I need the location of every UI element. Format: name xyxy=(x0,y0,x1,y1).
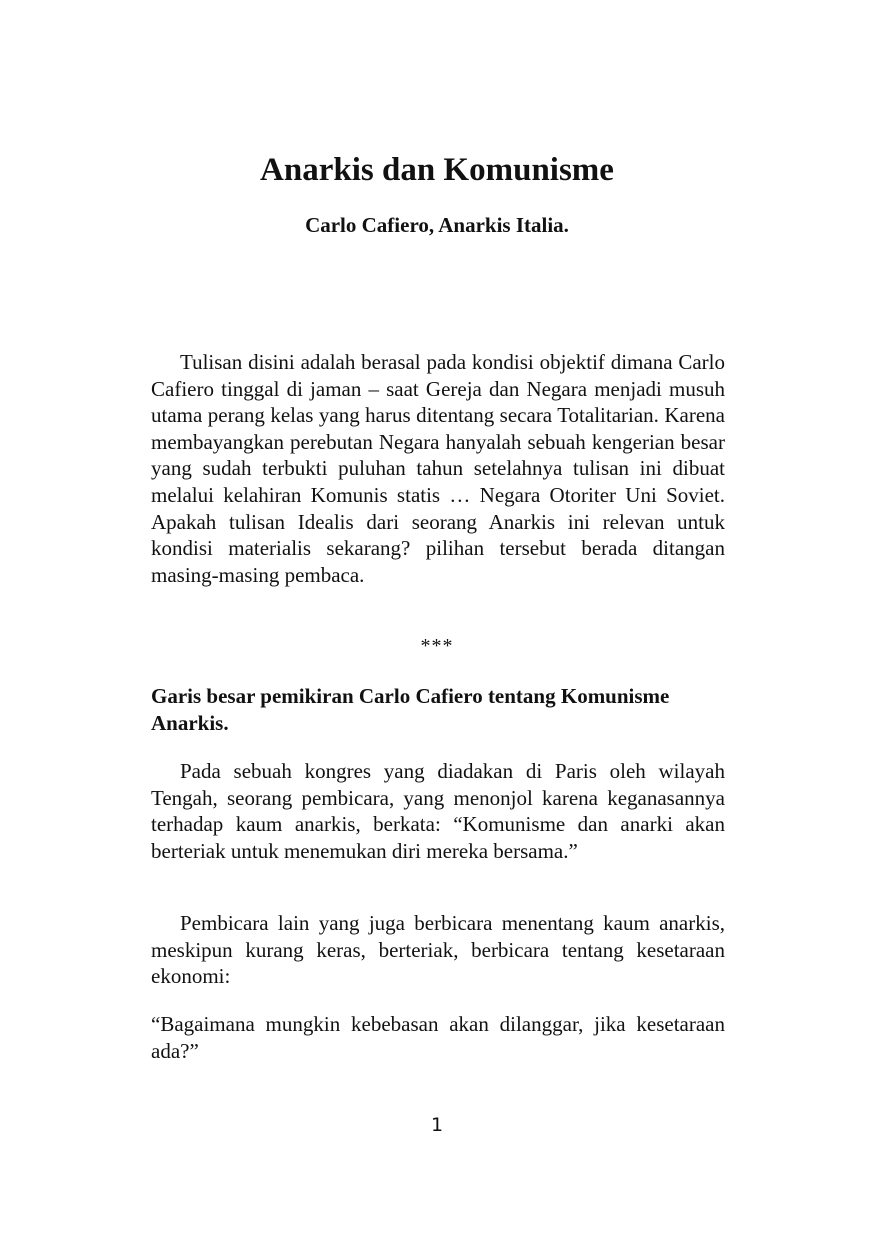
body-paragraph: Pembicara lain yang juga berbicara menentang kaum anarkis, meskipun kurang keras, berteriak, berbicara tentang kesetaraan ekonomi: xyxy=(151,911,725,989)
document-subtitle: Carlo Cafiero, Anarkis Italia. xyxy=(305,213,569,237)
document-title: Anarkis dan Komunisme xyxy=(260,152,614,188)
section-heading: Garis besar pemikiran Carlo Cafiero tentang Komunisme Anarkis. xyxy=(151,684,670,735)
page-number: 1 xyxy=(430,1114,444,1136)
body-paragraph: Pada sebuah kongres yang diadakan di Paris oleh wilayah Tengah, seorang pembicara, yang menonjol karena keganasannya terhadap kaum anarkis, berkata: “Komunisme dan anarki akan berteriak untuk menemukan diri mereka bersama.” xyxy=(151,759,725,863)
quote-section xyxy=(151,1011,725,1064)
body-section-1 xyxy=(151,758,725,864)
intro-paragraph: Tulisan disini adalah berasal pada kondisi objektif dimana Carlo Cafiero tinggal di jaman – saat Gereja dan Negara menjadi musuh utama perang kelas yang harus ditentang secara Totalitarian. Karena membayangkan perebutan Negara hanyalah sebuah kengerian besar yang sudah terbukti puluhan tahun setelahnya tulisan ini dibuat melalui kelahiran Komunis statis … Negara Otoriter Uni Soviet. Apakah tulisan Idealis dari seorang Anarkis ini relevan untuk kondisi materialis sekarang? pilihan tersebut berada ditangan masing-masing pembaca. xyxy=(151,350,725,587)
quote-paragraph: “Bagaimana mungkin kebebasan akan dilanggar, jika kesetaraan ada?” xyxy=(151,1012,725,1063)
section-separator: *** xyxy=(420,635,454,657)
body-section-2 xyxy=(151,910,725,990)
intro-section xyxy=(151,349,725,588)
